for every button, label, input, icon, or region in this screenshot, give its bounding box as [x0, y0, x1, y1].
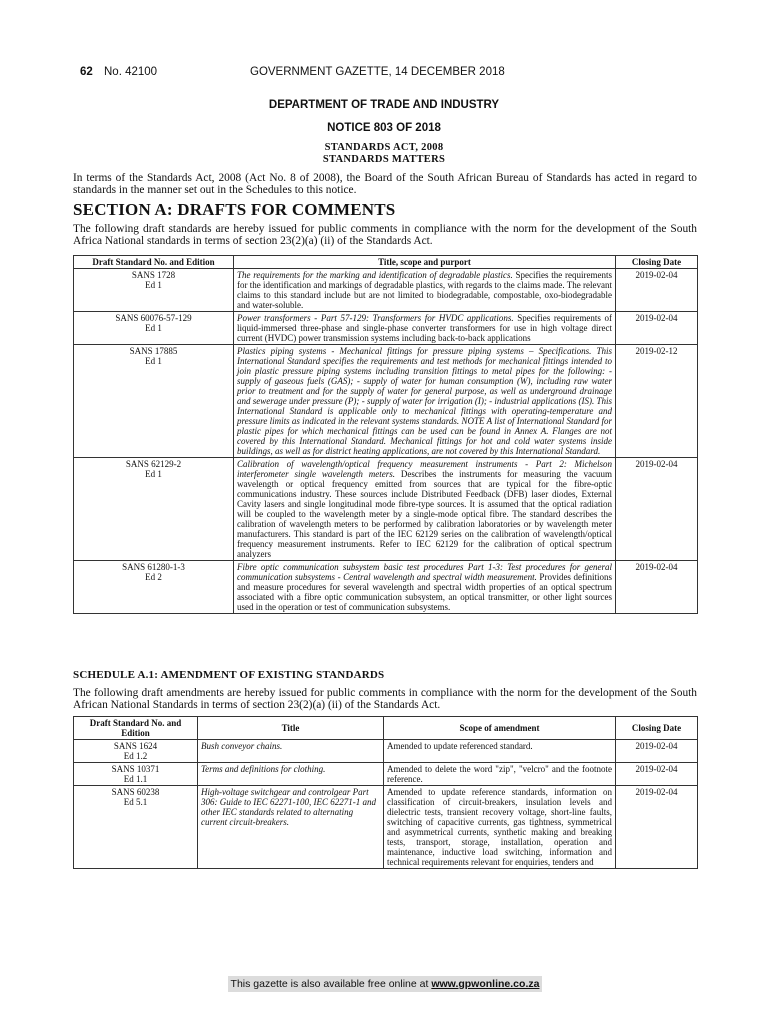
- standard-cell: [74, 740, 198, 763]
- closing-date: 2019-02-04: [616, 269, 698, 312]
- column-header: Closing Date: [616, 717, 698, 740]
- column-header: Draft Standard No. and Edition: [74, 256, 234, 269]
- standard-cell: [74, 561, 234, 614]
- table-row: [74, 458, 698, 561]
- section-a-heading: SECTION A: DRAFTS FOR COMMENTS: [73, 200, 396, 219]
- standard-title: Fibre optic communication subsystem basic test procedures Part 1-3: Test procedures for general communication subsystems - Central wavelength and spectral width measurement.: [237, 562, 612, 582]
- department-title: DEPARTMENT OF TRADE AND INDUSTRY: [268, 99, 500, 111]
- page-header: [80, 66, 700, 80]
- standard-number: SANS 1624: [113, 741, 158, 751]
- table-row: [74, 740, 698, 763]
- amendment-title: Bush conveyor chains.: [201, 741, 283, 751]
- footer-link[interactable]: www.gpwonline.co.za: [431, 978, 540, 990]
- standard-edition: Ed 1: [145, 323, 162, 333]
- gazette-title: GOVERNMENT GAZETTE, 14 DECEMBER 2018: [250, 66, 505, 78]
- column-header: Scope of amendment: [384, 717, 616, 740]
- section-a-intro: The following draft standards are hereby issued for public comments in compliance with the norm for the development of the South Africa National standards in terms of section 23(2)(a) (ii) of the Standards Act.: [73, 223, 697, 247]
- standard-edition: Ed 1: [145, 356, 162, 366]
- title-scope-cell: [234, 458, 616, 561]
- standard-cell: [74, 345, 234, 458]
- act-title: STANDARDS ACT, 2008: [324, 142, 444, 153]
- scope-cell: Amended to update reference standards, information on classification of circuit-breakers, insulation levels and dielectric tests, transient recovery voltage, short-line faults, switching of capacitive currents, gas tightness, symmetrical and asymmetrical currents, synthetic making and breaking tests, transport, storage, installation, operation and maintenance, inductive load switching, information and technical requirements relevant for enquiries, tenders and: [384, 786, 616, 869]
- amendment-title: Terms and definitions for clothing.: [201, 764, 326, 774]
- table-row: [74, 763, 698, 786]
- table-row: [74, 561, 698, 614]
- table-row: [74, 786, 698, 869]
- closing-date: 2019-02-12: [616, 345, 698, 458]
- column-header: Closing Date: [616, 256, 698, 269]
- schedule-a1-heading: SCHEDULE A.1: AMENDMENT OF EXISTING STANDARDS: [73, 669, 385, 681]
- standard-number: SANS 60076-57-129: [115, 313, 192, 323]
- column-header: Title: [198, 717, 384, 740]
- closing-date: 2019-02-04: [616, 786, 698, 869]
- closing-date: 2019-02-04: [616, 561, 698, 614]
- intro-paragraph: In terms of the Standards Act, 2008 (Act No. 8 of 2008), the Board of the South African Bureau of Standards has acted in regard to standards in the manner set out in the Schedules to this notice.: [73, 172, 697, 196]
- act-subtitle: STANDARDS MATTERS: [322, 154, 446, 165]
- standard-number: SANS 62129-2: [125, 459, 182, 469]
- amendments-table: [73, 716, 698, 869]
- scope-cell: Amended to delete the word "zip", "velcro" and the footnote reference.: [384, 763, 616, 786]
- title-scope-cell: [234, 561, 616, 614]
- schedule-a1-intro: The following draft amendments are hereby issued for public comments in compliance with the norm for the development of the South African National Standards in terms of section 23(2)(a) (ii) of the Standards Act.: [73, 687, 697, 711]
- standard-cell: [74, 786, 198, 869]
- closing-date: 2019-02-04: [616, 312, 698, 345]
- title-scope-cell: [234, 269, 616, 312]
- standard-scope: Specifies requirements of liquid-immersed three-phase and single-phase converter transformers for use in high voltage direct current (HVDC) power transmission systems including back-to-back applications: [237, 313, 613, 343]
- standard-cell: [74, 763, 198, 786]
- standard-cell: [74, 458, 234, 561]
- standard-edition: Ed 1.1: [123, 774, 148, 784]
- standard-cell: [74, 269, 234, 312]
- table-header-row: [74, 717, 698, 740]
- title-scope-cell: [234, 312, 616, 345]
- standard-edition: Ed 5.1: [123, 797, 148, 807]
- footer-text: This gazette is also available free online at: [230, 978, 432, 990]
- closing-date: 2019-02-04: [616, 458, 698, 561]
- standard-cell: [74, 312, 234, 345]
- scope-cell: Amended to update referenced standard.: [384, 740, 616, 763]
- amendment-title: High-voltage switchgear and controlgear Part 306: Guide to IEC 62271-100, IEC 62271-1 and other IEC standards related to alternating current circuit-breakers.: [201, 787, 376, 827]
- closing-date: 2019-02-04: [616, 763, 698, 786]
- drafts-table: [73, 255, 698, 614]
- standard-number: SANS 17885: [129, 346, 178, 356]
- closing-date: 2019-02-04: [616, 740, 698, 763]
- title-cell: [198, 786, 384, 869]
- standard-title: The requirements for the marking and identification of degradable plastics.: [237, 270, 513, 280]
- title-cell: [198, 740, 384, 763]
- page-number: 62: [80, 66, 93, 78]
- standard-title: Plastics piping systems - Mechanical fittings for pressure piping systems – Specifications. This International Standard specifies the requirements and test methods for mechanical fittings intended to join plastic pressure piping systems including transition fittings to metal pipes for the following: - supply of gaseous fuels (GAS); - supply of water for human consumption (W), including raw water prior to treatment and for the supply of water for general purpose, as well as underground drainage and sewerage under pressure (P); - supply of water for irrigation (I); - industrial applications (IS). This International Standard is applicable only to mechanical fittings with operating-temperature and pressure limits as indicated in the relevant systems standards. NOTE A list of International Standard for plastic pipes for which mechanical fittings can be used can be found in Annex A. Flanges are not covered by this International Standard. Mechanical fittings for hot and cold water systems inside buildings, as well as for district heating applications, are not covered by this International Standard.: [237, 346, 612, 456]
- standard-scope: Provides definitions and measure procedures for several wavelength and spectral width properties of an optical spectrum associated with a fibre optic communication subsystem, an optical transmitter, or other light sources used in the operation or test of communication subsystems.: [237, 572, 612, 612]
- table-row: [74, 345, 698, 458]
- footer-banner: [228, 976, 542, 992]
- standard-edition: Ed 2: [145, 572, 162, 582]
- title-scope-cell: [234, 345, 616, 458]
- standard-edition: Ed 1: [145, 280, 162, 290]
- standard-number: SANS 61280-1-3: [122, 562, 185, 572]
- standard-scope: Specifies the requirements for the identification and markings of degradable plastics, with regards to the claims made. The relevant claims to this standard include but are not limited to biodegradable, compostable, oxo-biodegradable and water-soluble.: [237, 270, 613, 310]
- standard-title: Calibration of wavelength/optical frequency measurement instruments - Part 2: Michelson interferometer single wavelength meters.: [237, 459, 612, 479]
- table-row: [74, 269, 698, 312]
- standard-title: Power transformers - Part 57-129: Transformers for HVDC applications.: [237, 313, 514, 323]
- standard-number: SANS 1728: [131, 270, 176, 280]
- title-cell: [198, 763, 384, 786]
- gazette-number: No. 42100: [104, 66, 158, 78]
- standard-number: SANS 10371: [111, 764, 160, 774]
- standard-edition: Ed 1.2: [123, 751, 148, 761]
- standard-number: SANS 60238: [111, 787, 160, 797]
- table-row: [74, 312, 698, 345]
- table-header-row: [74, 256, 698, 269]
- column-header: Draft Standard No. and Edition: [74, 717, 198, 740]
- notice-number: NOTICE 803 OF 2018: [327, 122, 441, 134]
- standard-edition: Ed 1: [145, 469, 162, 479]
- standard-scope: Describes the instruments for measuring the vacuum wavelength or optical frequency emitted from sources that are typical for the fibre-optic communications industry. These sources include Distributed Feedback (DFB) laser diodes, External Cavity lasers and single longitudinal mode fibre-type sources. It is assumed that the optical radiation will be coupled to the wavelength meter by a single-mode optical fibre. The standard describes the calibration of wavelength meters to be performed by calibration laboratories or by wavelength meter manufacturers. This standard is part of the IEC 62129 series on the calibration of wavelength/optical frequency measurement instruments. Refer to IEC 62129 for the calibration of optical spectrum analyzers: [237, 469, 612, 559]
- column-header: Title, scope and purport: [234, 256, 616, 269]
